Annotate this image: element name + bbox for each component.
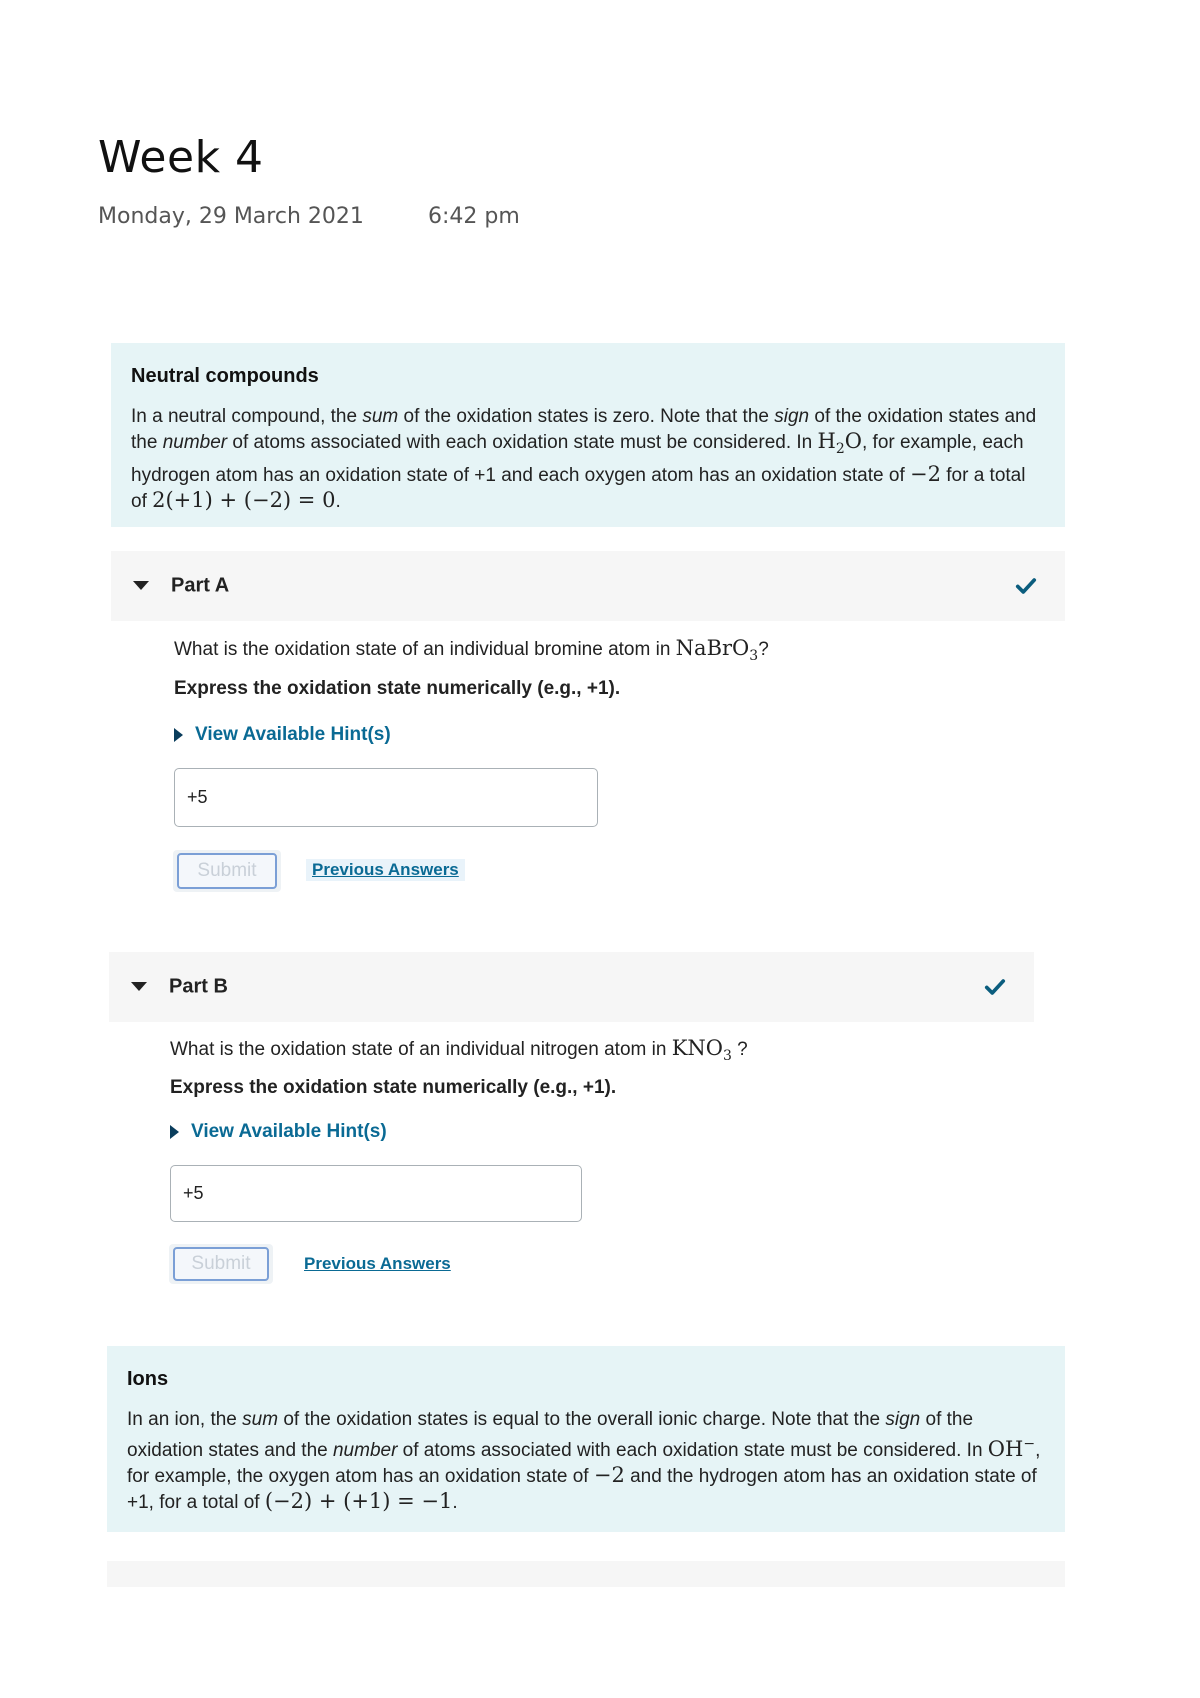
equation-ions: (−2) + (+1) = −1 — [264, 1489, 453, 1513]
checkmark-icon — [984, 976, 1006, 998]
formula-kno3: $KNO_3$ — [671, 1036, 732, 1065]
neutral-compounds-heading: Neutral compounds — [131, 365, 319, 387]
page-time: 6:42 pm — [428, 204, 520, 229]
formula-h2o: $H_2O$ — [817, 429, 862, 458]
page-meta — [98, 204, 520, 229]
ions-text: In an ion, the sum of the oxidation states is equal to the overall ionic charge. Note that the sign of the oxidation states and the number of atoms associated with each oxidation state must be considered. In OH−, for example, the oxygen atom has an oxidation state of −2 and the hydrogen atom has an oxidation state of +1, for a total of (−2) + (+1) = −1. — [127, 1409, 1041, 1513]
expand-triangle-icon — [174, 728, 183, 742]
page-date: Monday, 29 March 2021 — [98, 204, 364, 229]
ions-box — [107, 1346, 1065, 1532]
part-b-hint-link[interactable]: View Available Hint(s) — [170, 1121, 387, 1143]
part-a-submit-button[interactable]: Submit — [177, 853, 277, 889]
formula-oh: OH− — [987, 1436, 1036, 1461]
part-a-submit-wrap — [173, 850, 281, 892]
part-b-previous-answers-link[interactable]: Previous Answers — [304, 1254, 451, 1273]
part-a-header[interactable] — [111, 551, 1065, 621]
neutral-compounds-text: In a neutral compound, the sum of the oxidation states is zero. Note that the sign of the oxidation states and the number of atoms associated with each oxidation state must be considered. In $H_2O$, for example, each hydrogen atom has an oxidation state of +1 and each oxygen atom has an oxidation state of −2 for a total of 2(+1) + (−2) = 0. — [131, 406, 1037, 513]
collapse-caret-icon[interactable] — [131, 982, 147, 991]
part-a-title: Part A — [171, 574, 230, 597]
part-a-previous-answers-link[interactable]: Previous Answers — [306, 859, 465, 881]
part-a-hint-link[interactable]: View Available Hint(s) — [174, 724, 391, 746]
part-a-instruction: Express the oxidation state numerically (e.g., +1). — [174, 678, 621, 699]
part-b-header[interactable] — [109, 952, 1034, 1022]
next-section-strip — [107, 1561, 1065, 1587]
formula-nabro3: NaBrO$_3$ — [675, 636, 759, 665]
neutral-compounds-box — [111, 343, 1065, 527]
part-b-question: What is the oxidation state of an individual nitrogen atom in $KNO_3$ ? — [170, 1036, 748, 1065]
part-b-answer-input[interactable]: +5 — [170, 1165, 582, 1222]
part-b-submit-wrap — [169, 1244, 273, 1284]
collapse-caret-icon[interactable] — [133, 581, 149, 590]
page-title: Week 4 — [98, 132, 264, 183]
equation-neutral: 2(+1) + (−2) = 0 — [152, 488, 336, 513]
part-b-title: Part B — [169, 975, 228, 998]
part-b-submit-button[interactable]: Submit — [173, 1247, 269, 1281]
checkmark-icon — [1015, 575, 1037, 597]
part-b-instruction: Express the oxidation state numerically (e.g., +1). — [170, 1077, 617, 1098]
ions-heading: Ions — [127, 1368, 169, 1390]
part-a-question: What is the oxidation state of an individual bromine atom in NaBrO$_3$? — [174, 636, 769, 665]
expand-triangle-icon — [170, 1125, 179, 1139]
part-a-answer-input[interactable]: +5 — [174, 768, 598, 827]
